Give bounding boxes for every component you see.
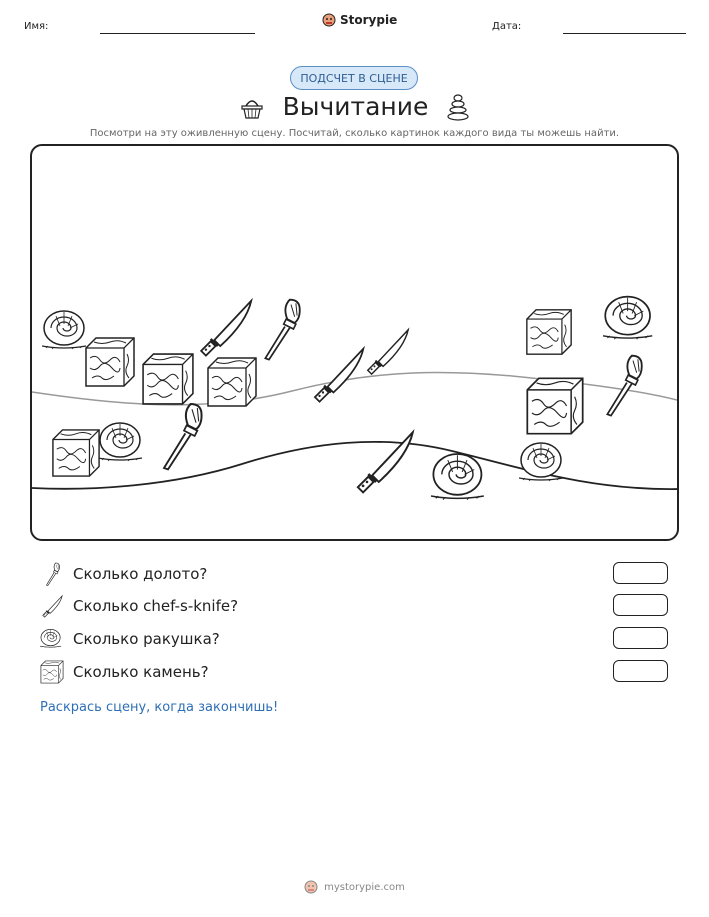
answer-box[interactable]: [613, 660, 668, 682]
chisel-icon: [258, 296, 302, 362]
basket-icon: [239, 94, 265, 120]
storypie-logo-icon: [304, 880, 318, 894]
question-row: [40, 660, 670, 686]
chisel-icon: [600, 352, 644, 418]
question-text: Сколько ракушка?: [73, 630, 220, 648]
chef-knife-icon: [40, 594, 64, 618]
stone-icon: [524, 308, 574, 356]
chisel-icon: [156, 400, 204, 472]
snail-shell-icon: [429, 448, 493, 508]
instruction-text: Посмотри на эту оживленную сцену. Посчитай, сколько картинок каждого вида ты можешь найти.: [89, 128, 620, 139]
chisel-icon: [40, 562, 64, 586]
footer: [0, 880, 709, 894]
brand-name: Storypie: [340, 13, 398, 27]
question-text: Сколько камень?: [73, 663, 209, 681]
stone-icon: [206, 356, 258, 408]
question-text: Сколько chef-s-knife?: [73, 597, 239, 615]
counting-scene[interactable]: [30, 144, 679, 541]
snail-shell-icon: [602, 291, 660, 347]
date-label: Дата:: [492, 21, 522, 32]
page-title: Вычитание: [282, 92, 429, 121]
chef-knife-icon: [308, 344, 368, 404]
activity-badge: ПОДСЧЕТ В СЦЕНЕ: [290, 66, 418, 90]
footer-url[interactable]: mystorypie.com: [324, 881, 405, 893]
question-row: [40, 562, 670, 588]
chef-knife-icon: [362, 326, 412, 376]
answer-box[interactable]: [613, 627, 668, 649]
question-row: [40, 627, 670, 653]
answer-box[interactable]: [613, 562, 668, 584]
chef-knife-icon: [350, 426, 418, 496]
stone-icon: [524, 376, 586, 436]
answer-box[interactable]: [613, 594, 668, 616]
question-text: Сколько долото?: [73, 565, 208, 583]
title-row: [0, 92, 709, 121]
brand-logo: [322, 13, 397, 27]
snail-shell-icon: [519, 438, 569, 488]
stone-icon: [140, 352, 196, 406]
name-line[interactable]: [100, 33, 255, 34]
snail-shell-icon: [40, 627, 64, 651]
chef-knife-icon: [194, 296, 256, 358]
stone-icon: [40, 660, 64, 684]
coloring-prompt: Раскрась сцену, когда закончишь!: [40, 700, 279, 715]
date-line[interactable]: [563, 33, 686, 34]
stone-icon: [84, 336, 136, 388]
name-label: Имя:: [24, 21, 49, 32]
storypie-logo-icon: [322, 13, 336, 27]
question-row: [40, 594, 670, 620]
stone-icon: [50, 428, 102, 478]
stacked-stones-icon: [446, 93, 470, 121]
snail-shell-icon: [98, 418, 148, 468]
